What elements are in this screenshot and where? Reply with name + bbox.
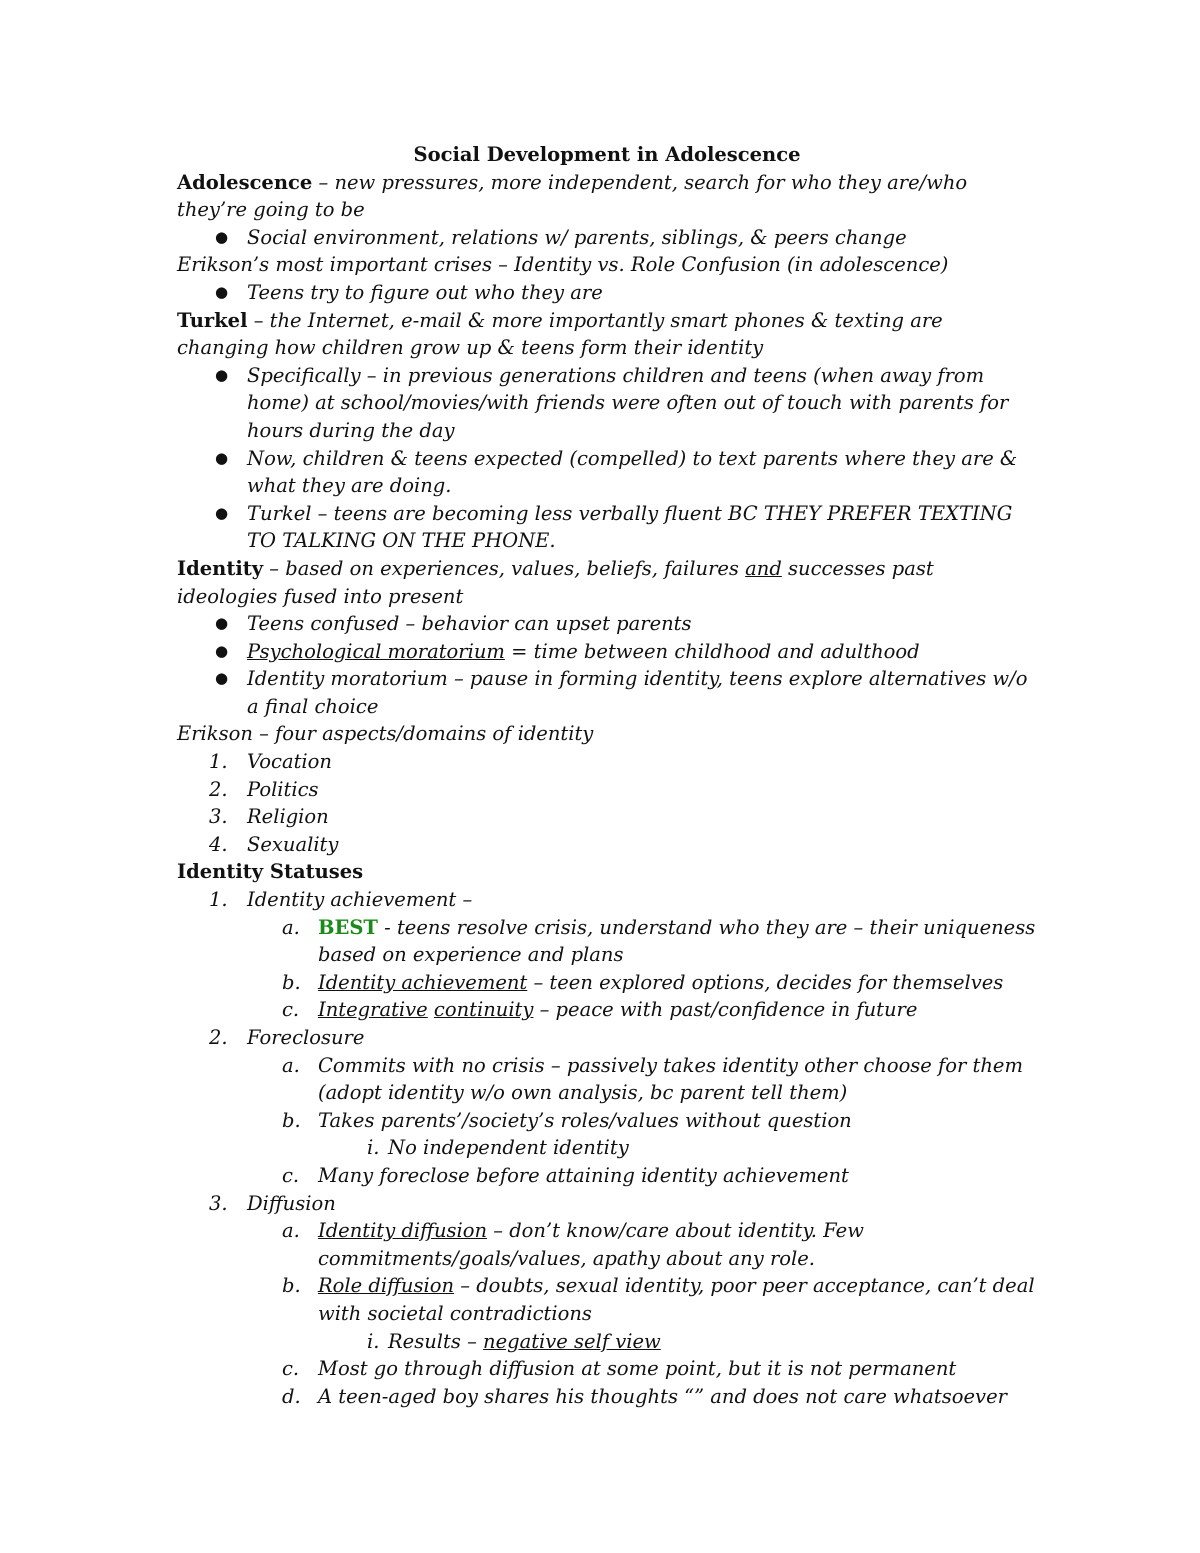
bullet-icon: ● (215, 669, 229, 688)
list-item: c. Integrative continuity – peace with past/confidence in future (282, 998, 918, 1022)
turkel-term: Turkel (177, 308, 248, 332)
list-item: 2. Foreclosure (209, 1026, 365, 1049)
list-item: b. Takes parents’/society’s roles/values without question (282, 1108, 852, 1132)
list-item: ● Turkel – teens are becoming less verbally fluent BC THEY PREFER TEXTING TO TALKING ON THE PHONE. (215, 501, 1013, 553)
erikson-crises: Erikson’s most important crises – Identity vs. Role Confusion (in adolescence) (177, 253, 949, 277)
list-item: c. Many foreclose before attaining identity achievement (282, 1163, 849, 1187)
list-item: 4. Sexuality (209, 832, 339, 856)
document-page (177, 141, 1037, 1410)
list-item: 3. Diffusion (209, 1191, 336, 1215)
list-item: b. Identity achievement – teen explored options, decides for themselves (282, 970, 1004, 994)
list-item: ● Psychological moratorium = time between childhood and adulthood (177, 638, 1037, 666)
list-item: c. Most go through diffusion at some point, but it is not permanent (282, 1357, 957, 1381)
list-item: ● Teens confused – behavior can upset parents (177, 610, 1037, 638)
adolescence-def: – new pressures, more independent, search for who they are/who they’re going to be (177, 170, 968, 222)
list-item: ● Now, children & teens expected (compelled) to text parents where they are & what they are doing. (215, 446, 1018, 498)
list-item: a. Identity diffusion – don’t know/care about identity. Few commitments/goals/values, apathy about any role. (282, 1219, 864, 1270)
identity-term: Identity (177, 556, 264, 580)
list-item: ● Specifically – in previous generations children and teens (when away from home) at school/movies/with friends were often out of touch with parents for hours during the day (215, 363, 1009, 442)
list-item: a. Commits with no crisis – passively takes identity other choose for them (adopt identity w/o own analysis, bc parent tell them) (282, 1053, 1023, 1105)
turkel-definition: Turkel – the Internet, e-mail & more importantly smart phones & texting are changing how children grow up & teens form their identity (177, 308, 943, 360)
adolescence-term: Adolescence (177, 170, 313, 194)
erikson-domains: Erikson – four aspects/domains of identity (177, 722, 594, 746)
list-item: ● Teens try to figure out who they are (177, 279, 1037, 307)
list-item: ● Social environment, relations w/ parents, siblings, & peers change (177, 224, 1037, 252)
bullet-icon: ● (215, 282, 229, 301)
list-item: a. BEST - teens resolve crisis, understand who they are – their uniqueness based on experience and plans (282, 915, 1036, 967)
list-item: 1. Identity achievement – (209, 888, 473, 912)
list-item: 3. Religion (209, 805, 329, 829)
list-item: ● Identity moratorium – pause in forming identity, teens explore alternatives w/o a final choice (215, 667, 1028, 718)
list-item: 1. Vocation (209, 750, 332, 774)
best-label: BEST (318, 915, 378, 939)
page-title: Social Development in Adolescence (413, 143, 801, 166)
bullet-icon: ● (215, 227, 229, 246)
bullet-icon: ● (215, 641, 229, 660)
identity-definition: Identity – based on experiences, values, beliefs, failures and successes past ideologies fused into present (177, 556, 934, 608)
bullet-icon: ● (215, 365, 229, 384)
bullet-icon: ● (215, 448, 229, 467)
bullet-icon: ● (215, 614, 229, 633)
list-item: 2. Politics (209, 777, 319, 801)
list-item: d. A teen-aged boy shares his thoughts “” and does not care whatsoever (282, 1384, 1007, 1408)
list-item: i. Results – negative self view (367, 1329, 661, 1353)
list-item: b. Role diffusion – doubts, sexual identity, poor peer acceptance, can’t deal with societal contradictions (282, 1274, 1035, 1325)
adolescence-definition (177, 169, 1037, 224)
bullet-icon: ● (215, 503, 229, 522)
list-item: i. No independent identity (367, 1136, 629, 1160)
section-heading: Identity Statuses (177, 860, 364, 884)
